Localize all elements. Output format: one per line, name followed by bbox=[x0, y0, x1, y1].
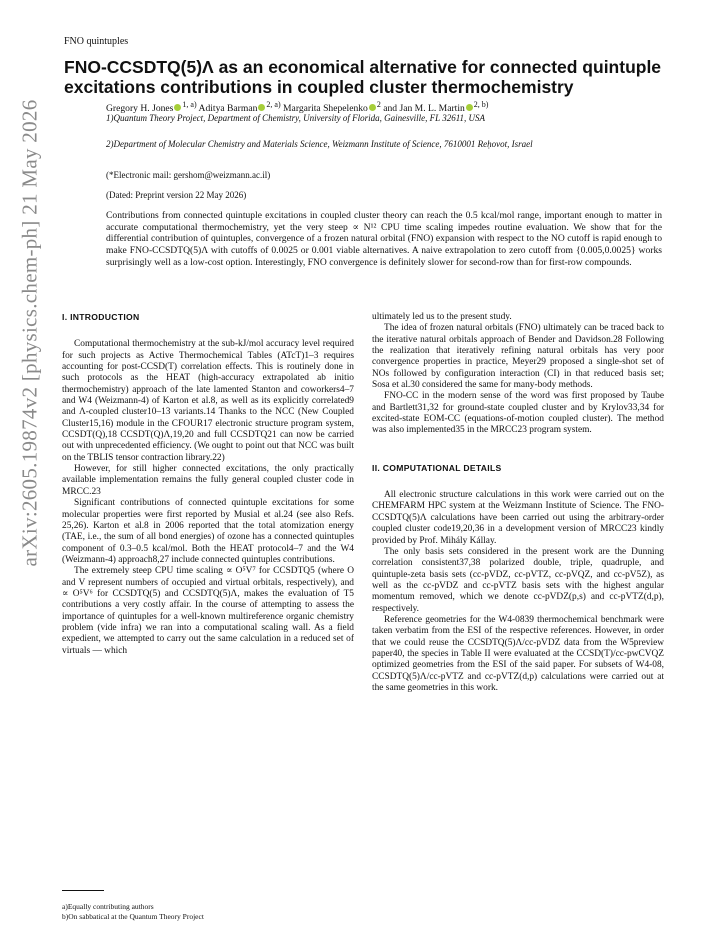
orcid-icon[interactable] bbox=[466, 104, 473, 111]
footnotes bbox=[62, 902, 204, 922]
author-marks: 2 bbox=[376, 100, 381, 109]
author-name: Jan M. L. Martin bbox=[399, 103, 465, 115]
contact-email[interactable]: (*Electronic mail: gershom@weizmann.ac.il) bbox=[106, 170, 271, 180]
section-heading-computational-details: II. COMPUTATIONAL DETAILS bbox=[372, 462, 502, 473]
author-marks: 2, b) bbox=[473, 100, 489, 109]
author-name: Margarita Shepelenko bbox=[283, 103, 368, 115]
running-head: FNO quintuples bbox=[64, 36, 129, 47]
footnote-rule bbox=[62, 890, 104, 891]
paragraph: The extremely steep CPU time scaling ∝ O⁵V⁷ for CCSDTQ5 (where O and V represent numbers of occupied and virtual orbitals, respectively), and ∝ O⁵V⁶ for CCSDTQ(5) and CCSDTQ(5)Λ, makes the evaluation of T5 contributions a very costly affair. In the course of attempting to assess the importance of quintuples for a well-known multireference organic chemistry problem (vide infra) we ran into a computational scaling wall. As a field expedient, we attempted to carry out the same calculation in a reduced set of virtuals — which bbox=[62, 566, 354, 656]
orcid-icon[interactable] bbox=[174, 104, 181, 111]
paragraph: ultimately led us to the present study. bbox=[372, 312, 512, 322]
preprint-date: (Dated: Preprint version 22 May 2026) bbox=[106, 190, 247, 200]
orcid-icon[interactable] bbox=[258, 104, 265, 111]
paper-title: FNO-CCSDTQ(5)Λ as an economical alternative for connected quintuple excitations contributions in coupled cluster thermochemistry bbox=[64, 57, 662, 97]
author-marks: 1, a) bbox=[182, 100, 197, 109]
affiliation-1: 1)Quantum Theory Project, Department of Chemistry, University of Florida, Gainesville, FL 32611, USA bbox=[106, 113, 486, 123]
paragraph: Reference geometries for the W4-0839 thermochemical benchmark were taken verbatim from the ESI of the respective references. However, in order that we could reuse the CCSDTQ(5)Λ/cc-pVDZ data from the W5preview paper40, the species in Table II were evaluated at the CCSD(T)/cc-pwCVQZ optimized geometries from the ESI of the said paper. For subsets of W4-08, CCSDTQ(5)Λ/cc-pVTZ and cc-pVTZ(d,p) calculations were carried out at the same geometries in this work. bbox=[372, 614, 664, 693]
paragraph: Computational thermochemistry at the sub-kJ/mol accuracy level required for such projects as Active Thermochemical Tables (ATcT)1–3 requires accounting for post-CCSD(T) correlation effects. This is routinely done in such protocols as the HEAT (high-accuracy extrapolated ab initio thermochemistry) approach of the late lamented Stanton and coworkers4–7 and W4 (Weizmann-4) of Karton et al.8, as well as its explicitly correlated9 and Λ-coupled cluster10–13 variants.14 Thanks to the NCC (New Coupled Cluster15,16) module in the CFOUR17 electronic structure program system, CCSDT(Q),18 CCSDT(Q)Λ,19,20 and full CCSDTQ21 can now be carried out with unprecedented efficiency. (We ought to point out that NCC was built on the TBLIS tensor contraction library.22) bbox=[62, 339, 354, 463]
paragraph: Significant contributions of connected quintuple excitations for some molecular properties were first reported by Musial et al.24 (see also Refs. 25,26). Karton et al.8 in 2006 reported that the total atomization energy (TAE, i.e., the sum of all bond energies) of ozone has a connected quintuples component of 0.3–0.5 kcal/mol. Both the HEAT protocol4–7 and the W4 (Weizmann-4) approach8,27 include connected quintuples contributions. bbox=[62, 498, 354, 565]
footnote-a: a)Equally contributing authors bbox=[62, 902, 154, 911]
abstract: Contributions from connected quintuple excitations in coupled cluster theory can reach the 0.5 kcal/mol range, important enough to matter in accurate computational thermochemistry, yet the very steep ∝ N¹² CPU time scaling impedes routine evaluation. We show that for the differential contribution of quintuples, convergence of a frozen natural orbital (FNO) expansion with respect to the NO cutoff is rapid enough to make FNO-CCSDTQ(5)Λ with cutoffs of 0.0025 or 0.001 viable alternatives. A naive extrapolation to zero cutoff from {0.005,0.0025} works surprisingly well as a low-cost option. Interestingly, FNO convergence is definitely slower for second-row than for first-row compounds. bbox=[106, 210, 662, 268]
author-name: Aditya Barman bbox=[198, 103, 258, 115]
left-column bbox=[62, 312, 354, 657]
paragraph: FNO-CC in the modern sense of the word was first proposed by Taube and Bartlett31,32 for ground-state coupled cluster and by Krylov33,34 for excited-state EOM-CC (equations-of-motion coupled cluster). The method was also implemented35 in the MRCC23 program system. bbox=[372, 391, 664, 436]
section-heading-introduction: I. INTRODUCTION bbox=[62, 312, 140, 322]
orcid-icon[interactable] bbox=[369, 104, 376, 111]
author-marks: 2, a) bbox=[266, 100, 281, 109]
author-list: Gregory H. Jones $^{1, a)}$ Aditya Barman $^{2, a)}$ Margarita Shepelenko $^2$ and Jan M. L. Martin $^{2, b)}$ bbox=[106, 100, 489, 115]
paragraph: All electronic structure calculations in this work were carried out on the CHEMFARM HPC system at the Weizmann Institute of Science. The FNO-CCSDTQ(5)Λ calculations have been carried out using the arbitrary-order coupled cluster code19,20,36 in a development version of MRCC23 kindly provided by Prof. Mihály Kállay. bbox=[372, 490, 664, 546]
affiliation-2: 2)Department of Molecular Chemistry and Materials Science, Weizmann Institute of Science, 7610001 Reḥovot, Israel bbox=[106, 139, 533, 149]
right-column bbox=[372, 312, 664, 694]
arxiv-identifier[interactable]: arXiv:2605.19874v2 [physics.chem-ph] 21 May 2026 bbox=[17, 99, 42, 567]
paragraph: The idea of frozen natural orbitals (FNO) ultimately can be traced back to the iterative natural orbitals approach of Bender and Davidson.28 Following the realization that iteratively refining natural orbitals has very poor convergence properties in practice, Meyer29 proposed a single-shot set of NOs followed by configuration interaction (CI) in that reduced basis set; Sosa et al.30 considered the same for many-body methods. bbox=[372, 323, 664, 391]
paragraph: However, for still higher connected excitations, the only practically available implementation remains the fully general coupled cluster code in MRCC.23 bbox=[62, 464, 354, 497]
author-name: Gregory H. Jones bbox=[106, 103, 174, 115]
paragraph: The only basis sets considered in the present work are the Dunning correlation consistent37,38 polarized double, triple, quadruple, and quintuple-zeta basis sets (cc-pVDZ, cc-pVTZ, cc-pVQZ, and cc-pV5Z), as well as the cc-pVDZ and cc-pVTZ basis sets with the highest angular momentum removed, which we denote cc-pVDZ(p,s) and cc-pVTZ(d,p), respectively. bbox=[372, 546, 664, 614]
footnote-b: b)On sabbatical at the Quantum Theory Project bbox=[62, 912, 204, 921]
